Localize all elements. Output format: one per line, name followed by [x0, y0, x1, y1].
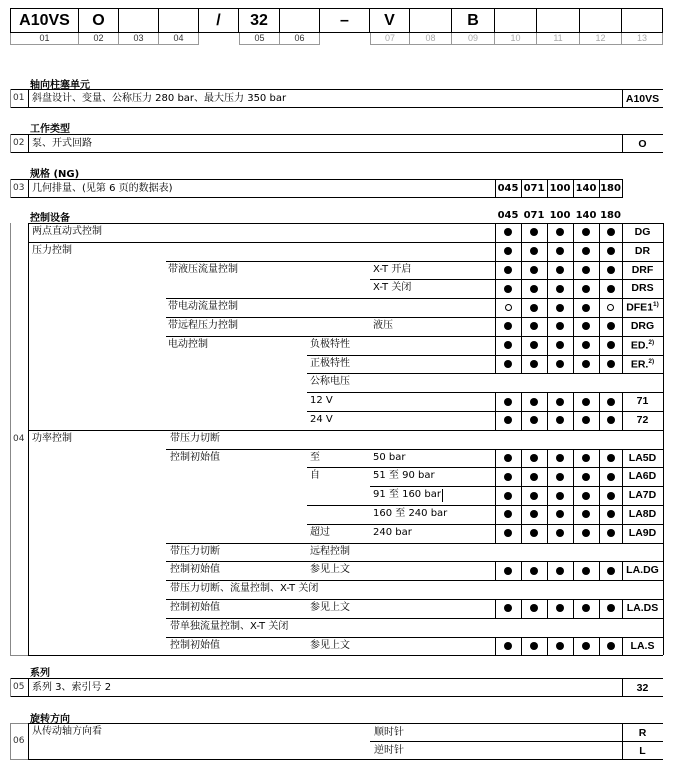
section-heading-series: 系列: [30, 668, 50, 679]
control-code: [622, 470, 663, 482]
size-column-header: 100: [549, 210, 571, 221]
availability-dot-full: [607, 529, 615, 537]
order-code-cell: /: [199, 8, 239, 33]
order-code-cell: [119, 8, 159, 33]
availability-dot-full: [530, 510, 538, 518]
label-91-160bar: 91 至 160 bar: [373, 489, 441, 501]
label-with-pressure-cutoff: 带压力切断: [170, 545, 220, 557]
order-code-position: 05: [239, 33, 280, 45]
availability-dot-full: [530, 285, 538, 293]
availability-dot-full: [556, 492, 564, 500]
availability-dot-full: [607, 266, 615, 274]
label-single-flow-control: 带单独流量控制、X-T 关闭: [170, 620, 289, 632]
order-code-cell: [495, 8, 537, 33]
availability-dot-full: [504, 247, 512, 255]
availability-dot-full: [530, 360, 538, 368]
order-code-cell: [537, 8, 580, 33]
availability-dot-full: [607, 454, 615, 462]
availability-dot-full: [504, 322, 512, 330]
order-code-position: 09: [452, 33, 495, 45]
order-code-position: 08: [410, 33, 452, 45]
row-code: A10VS: [625, 93, 660, 105]
counterclockwise-label: 逆时针: [374, 745, 404, 756]
label-power-control: 功率控制: [32, 432, 72, 444]
order-code-position: 01: [10, 33, 79, 45]
availability-dot-full: [504, 454, 512, 462]
availability-dot-full: [556, 228, 564, 236]
label-negative-characteristic: 负极特性: [310, 338, 350, 350]
footnote-marker: 1): [653, 301, 659, 309]
availability-dot-full: [504, 567, 512, 575]
availability-dot-full: [530, 492, 538, 500]
availability-dot-open: [505, 304, 512, 311]
order-code-cell: [159, 8, 199, 33]
order-code-cell: B: [452, 8, 495, 33]
availability-dot-full: [582, 285, 590, 293]
availability-dot-full: [582, 398, 590, 406]
control-code-text: LA9D: [628, 526, 657, 539]
control-code-text: ER.: [630, 358, 649, 371]
control-code-text: DRG: [630, 320, 655, 332]
control-code-text: LA7D: [628, 489, 657, 502]
row-number: 01: [13, 93, 25, 103]
availability-dot-full: [556, 529, 564, 537]
section-heading-rotation: 旋转方向: [30, 714, 70, 725]
label-hydraulic-flow-control: 带液压流量控制: [168, 263, 238, 275]
control-code: [622, 339, 663, 352]
availability-dot-full: [556, 322, 564, 330]
control-code: [622, 452, 663, 464]
label-remote-control: 远程控制: [310, 545, 350, 557]
order-code-position: 10: [495, 33, 537, 45]
availability-dot-full: [607, 492, 615, 500]
row-number: 06: [13, 736, 25, 746]
label-see-above: 参见上文: [310, 564, 350, 576]
control-code: [622, 508, 663, 520]
control-code: [622, 414, 663, 426]
label-two-point-control: 两点直动式控制: [32, 226, 102, 237]
order-code-position: 11: [537, 33, 580, 45]
availability-dot-full: [556, 266, 564, 274]
row-description: 泵、开式回路: [32, 138, 92, 149]
availability-dot-full: [556, 642, 564, 650]
availability-dot-full: [504, 228, 512, 236]
availability-dot-full: [556, 285, 564, 293]
order-code-position: 13: [622, 33, 663, 45]
control-code-text: LA8D: [628, 508, 657, 520]
section-heading-size: 规格 (NG): [30, 169, 80, 180]
availability-dot-full: [607, 285, 615, 293]
order-code-position: 07: [370, 33, 410, 45]
control-code-text: 71: [636, 395, 649, 408]
section-heading-operation-type: 工作类型: [30, 124, 70, 135]
control-code: [622, 395, 663, 407]
order-code-cell: [622, 8, 663, 33]
control-code-text: LA6D: [628, 470, 657, 483]
control-code: [622, 640, 663, 652]
order-code-cell: 32: [239, 8, 280, 33]
label-electric-flow-control: 带电动流量控制: [168, 301, 238, 313]
label-to: 至: [310, 451, 320, 463]
order-code-cell: –: [320, 8, 370, 33]
row-number: 04: [13, 433, 25, 444]
availability-dot-full: [504, 473, 512, 481]
control-code: [622, 245, 663, 257]
size-column-header: 140: [575, 210, 597, 221]
availability-dot-full: [607, 228, 615, 236]
control-code: [622, 602, 663, 614]
availability-dot-full: [530, 247, 538, 255]
availability-dot-full: [582, 567, 590, 575]
label-electric-control: 电动控制: [168, 338, 208, 350]
control-code-text: 72: [636, 414, 649, 426]
availability-dot-full: [556, 247, 564, 255]
control-code-text: ED.: [630, 339, 649, 352]
availability-dot-full: [556, 341, 564, 349]
control-code: [622, 226, 663, 238]
availability-dot-full: [530, 567, 538, 575]
availability-dot-full: [530, 454, 538, 462]
size-column-header: 071: [523, 210, 545, 221]
section-heading-axial-piston-unit: 轴向柱塞单元: [30, 80, 90, 91]
label-xt-closed: X-T 关闭: [373, 282, 412, 294]
availability-dot-full: [504, 604, 512, 612]
availability-dot-full: [504, 266, 512, 274]
availability-dot-full: [530, 416, 538, 424]
availability-dot-full: [504, 398, 512, 406]
row-code: O: [638, 138, 647, 150]
code-clockwise: R: [638, 727, 647, 739]
availability-dot-full: [582, 473, 590, 481]
label-control-begin-value: 控制初始值: [170, 602, 220, 613]
label-50bar: 50 bar: [373, 451, 406, 463]
row-description: 几何排量、(见第 6 页的数据表): [32, 183, 173, 194]
size-option: 071: [523, 183, 545, 194]
availability-dot-full: [582, 510, 590, 518]
availability-dot-full: [530, 304, 538, 312]
availability-dot-full: [530, 322, 538, 330]
control-code-text: DG: [634, 226, 651, 238]
row-description: 系列 3、索引号 2: [32, 682, 112, 693]
availability-dot-full: [530, 228, 538, 236]
label-160-240bar: 160 至 240 bar: [373, 508, 448, 519]
availability-dot-full: [556, 604, 564, 612]
availability-dot-full: [607, 341, 615, 349]
label-positive-characteristic: 正极特性: [310, 357, 350, 369]
size-column-header: 045: [497, 210, 519, 221]
availability-dot-full: [556, 360, 564, 368]
control-code: [622, 527, 663, 539]
label-nominal-voltage: 公称电压: [310, 376, 350, 388]
availability-dot-full: [582, 492, 590, 500]
order-code-position: 03: [119, 33, 159, 45]
control-code-text: LA5D: [628, 451, 657, 464]
availability-dot-full: [582, 416, 590, 424]
row-number: 03: [13, 183, 25, 193]
control-code: [622, 489, 663, 501]
availability-dot-full: [504, 492, 512, 500]
availability-dot-full: [582, 322, 590, 330]
size-option: 180: [600, 183, 621, 194]
order-code-cell: O: [79, 8, 119, 33]
row-number: 05: [13, 682, 25, 692]
control-code-text: LA.DS: [626, 602, 659, 614]
row-description: 斜盘设计、变量、公称压力 280 bar、最大压力 350 bar: [32, 93, 287, 104]
availability-dot-full: [607, 322, 615, 330]
label-hydraulic: 液压: [373, 320, 393, 331]
availability-dot-full: [582, 454, 590, 462]
label-pressure-control: 压力控制: [32, 244, 72, 256]
availability-dot-full: [556, 473, 564, 481]
order-code-cell: V: [370, 8, 410, 33]
availability-dot-full: [582, 341, 590, 349]
availability-dot-full: [582, 642, 590, 650]
availability-dot-full: [582, 228, 590, 236]
availability-dot-full: [504, 360, 512, 368]
label-remote-pressure-control: 带远程压力控制: [168, 320, 238, 331]
section-heading-control-device: 控制设备: [30, 213, 70, 224]
clockwise-label: 顺时针: [374, 727, 404, 738]
control-code: [622, 264, 663, 276]
control-code: [622, 282, 663, 294]
label-see-above: 参见上文: [310, 602, 350, 613]
row-code: 32: [636, 682, 649, 694]
availability-dot-full: [556, 398, 564, 406]
availability-dot-full: [556, 416, 564, 424]
availability-dot-full: [530, 266, 538, 274]
availability-dot-full: [582, 360, 590, 368]
order-code-cell: [410, 8, 452, 33]
availability-dot-full: [504, 285, 512, 293]
availability-dot-full: [607, 642, 615, 650]
control-code-text: LA.DG: [626, 564, 659, 577]
control-code: [622, 358, 663, 371]
availability-dot-full: [607, 398, 615, 406]
availability-dot-full: [582, 266, 590, 274]
control-code-text: DRF: [631, 263, 654, 276]
order-code-position: 12: [580, 33, 622, 45]
label-with-pressure-cutoff: 带压力切断: [170, 432, 220, 444]
label-240bar: 240 bar: [373, 526, 412, 538]
availability-dot-full: [530, 341, 538, 349]
availability-dot-full: [530, 398, 538, 406]
availability-dot-full: [556, 510, 564, 518]
availability-dot-full: [607, 567, 615, 575]
row-number: 02: [13, 138, 25, 148]
availability-dot-open: [607, 304, 614, 311]
availability-dot-full: [582, 529, 590, 537]
order-code-position: 04: [159, 33, 199, 45]
footnote-marker: 2): [648, 338, 655, 346]
text-cursor: [442, 489, 443, 502]
label-over: 超过: [310, 526, 330, 538]
order-code-position: 02: [79, 33, 119, 45]
control-code-text: DRS: [631, 282, 654, 295]
availability-dot-full: [530, 529, 538, 537]
row-02: [10, 134, 663, 153]
size-option: 140: [575, 183, 597, 194]
availability-dot-full: [504, 341, 512, 349]
order-code-cell: [280, 8, 320, 33]
label-control-begin-value: 控制初始值: [170, 639, 220, 651]
availability-dot-full: [530, 473, 538, 481]
availability-dot-full: [530, 642, 538, 650]
availability-dot-full: [607, 360, 615, 368]
availability-dot-full: [582, 247, 590, 255]
control-code-text: LA.S: [630, 639, 655, 652]
order-code-cell: A10VS: [10, 8, 79, 33]
availability-dot-full: [504, 510, 512, 518]
availability-dot-full: [582, 604, 590, 612]
label-from: 自: [310, 470, 320, 482]
label-12v: 12 V: [310, 395, 333, 407]
availability-dot-full: [504, 416, 512, 424]
label-control-begin-value: 控制初始值: [170, 564, 220, 576]
availability-dot-full: [607, 247, 615, 255]
footnote-marker: 2): [648, 357, 655, 365]
availability-dot-full: [504, 642, 512, 650]
label-xt-open: X-T 开启: [373, 263, 412, 275]
availability-dot-full: [582, 304, 590, 312]
availability-dot-full: [607, 473, 615, 481]
label-control-begin-value: 控制初始值: [170, 451, 220, 463]
availability-dot-full: [556, 567, 564, 575]
control-code: [622, 301, 663, 314]
control-code-text: DR: [634, 244, 651, 257]
order-code-position: 06: [280, 33, 320, 45]
availability-dot-full: [607, 604, 615, 612]
control-code: [622, 564, 663, 576]
control-code-text: DFE1: [626, 301, 654, 314]
size-option: 045: [497, 183, 519, 194]
label-51-90bar: 51 至 90 bar: [373, 470, 435, 482]
control-code: [622, 320, 663, 332]
order-code-cell: [580, 8, 622, 33]
availability-dot-full: [607, 416, 615, 424]
availability-dot-full: [607, 510, 615, 518]
availability-dot-full: [556, 304, 564, 312]
size-option: 100: [549, 183, 571, 194]
availability-dot-full: [504, 529, 512, 537]
availability-dot-full: [530, 604, 538, 612]
row-description: 从传动轴方向看: [32, 726, 102, 737]
code-counterclockwise: L: [639, 745, 646, 757]
label-see-above: 参见上文: [310, 639, 350, 651]
label-24v: 24 V: [310, 414, 333, 425]
label-cutoff-flow-control: 带压力切断、流量控制、X-T 关闭: [170, 583, 319, 595]
size-column-header: 180: [600, 210, 621, 221]
availability-dot-full: [556, 454, 564, 462]
